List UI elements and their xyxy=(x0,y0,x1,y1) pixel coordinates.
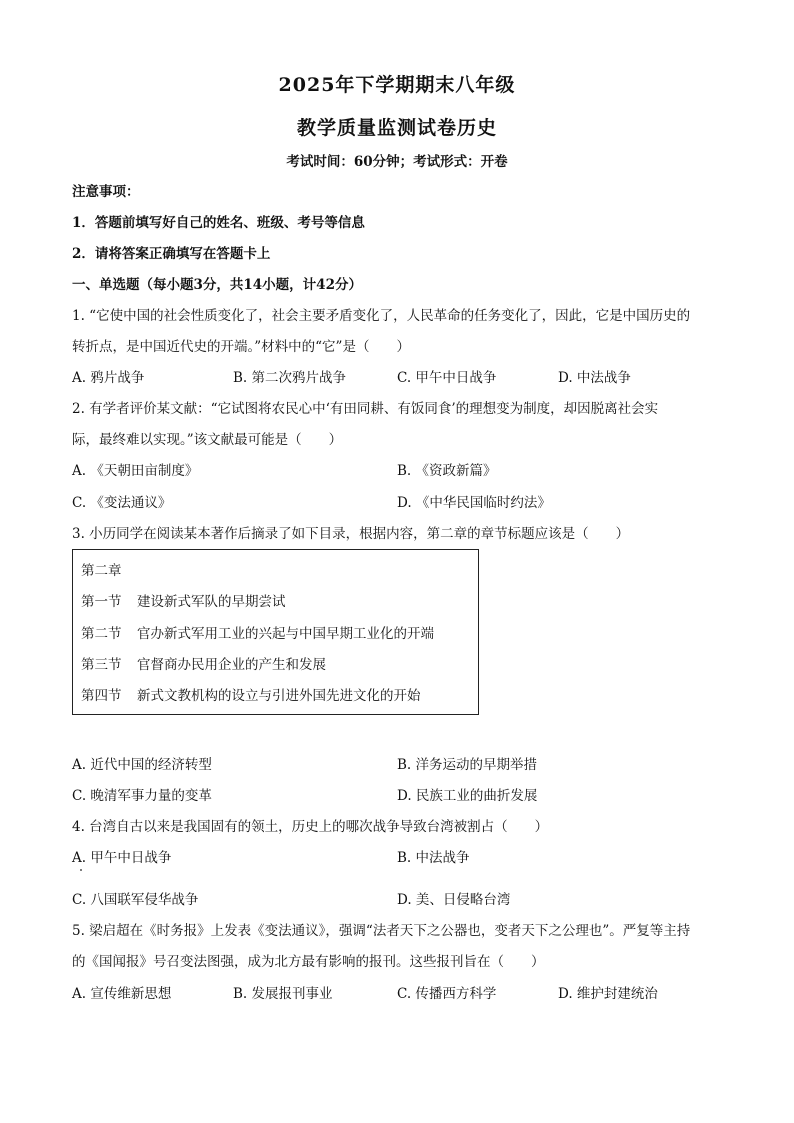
notice-heading: 注意事项： xyxy=(72,184,140,200)
notice-item-2: 2．请将答案正确填写在答题卡上 xyxy=(72,246,271,262)
notice-item-1: 1．答题前填写好自己的姓名、班级、考号等信息 xyxy=(72,215,365,231)
q3-table-of-contents xyxy=(72,549,479,715)
toc-section-1 xyxy=(81,593,286,611)
q4-line-1: 4. 台湾自古以来是我国固有的领土，历史上的哪次战争导致台湾被割占（ ） xyxy=(72,819,549,835)
q4-option-c: C. 八国联军侵华战争 xyxy=(72,892,199,908)
q1-line-1: 1. “它使中国的社会性质变化了，社会主要矛盾变化了，人民革命的任务变化了，因此，它是中国历史的 xyxy=(72,308,691,324)
q3-option-b: B. 洋务运动的早期举措 xyxy=(397,757,538,773)
toc-section-text: 新式文教机构的设立与引进外国先进文化的开始 xyxy=(137,688,421,704)
q2-option-d: D. 《中华民国临时约法》 xyxy=(397,495,551,511)
q2-option-b: B. 《资政新篇》 xyxy=(397,463,497,479)
q3-option-a: A. 近代中国的经济转型 xyxy=(72,757,212,773)
q5-option-b: B. 发展报刊事业 xyxy=(233,986,333,1002)
q2-line-1: 2. 有学者评价某文献：“它试图将农民心中‘有田同耕、有饭同食’的理想变为制度，却因脱离社会实 xyxy=(72,401,659,417)
toc-section-3 xyxy=(81,656,326,674)
q4-option-b: B. 中法战争 xyxy=(397,850,470,866)
q5-option-d: D. 维护封建统治 xyxy=(558,986,658,1002)
q1-option-c: C. 甲午中日战争 xyxy=(397,370,497,386)
q1-option-d: D. 中法战争 xyxy=(558,370,631,386)
stray-dot xyxy=(80,869,82,871)
q5-line-2: 的《国闻报》号召变法图强，成为北方最有影响的报刊。这些报刊旨在（ ） xyxy=(72,954,545,970)
toc-chapter: 第二章 xyxy=(81,563,122,579)
toc-section-num: 第二节 xyxy=(81,626,122,642)
exam-info: 考试时间：60分钟；考试形式：开卷 xyxy=(286,154,508,170)
section-heading: 一、单选题（每小题3分，共14小题，计42分） xyxy=(72,277,362,293)
q5-option-a: A. 宣传维新思想 xyxy=(72,986,172,1002)
toc-section-text: 官督商办民用企业的产生和发展 xyxy=(137,657,326,673)
q5-option-c: C. 传播西方科学 xyxy=(397,986,497,1002)
q2-option-c: C. 《变法通议》 xyxy=(72,495,172,511)
toc-section-4 xyxy=(81,687,421,705)
toc-section-text: 官办新式军用工业的兴起与中国早期工业化的开端 xyxy=(137,626,434,642)
q3-line-1: 3. 小历同学在阅读某本著作后摘录了如下目录，根据内容，第二章的章节标题应该是（ ） xyxy=(72,526,630,542)
exam-title-line1: 2025年下学期期末八年级 xyxy=(278,74,516,96)
toc-section-num: 第三节 xyxy=(81,657,122,673)
q2-option-a: A. 《天朝田亩制度》 xyxy=(72,463,199,479)
q4-option-d: D. 美、日侵略台湾 xyxy=(397,892,511,908)
q1-option-b: B. 第二次鸦片战争 xyxy=(233,370,347,386)
toc-section-num: 第一节 xyxy=(81,594,122,610)
q1-option-a: A. 鸦片战争 xyxy=(72,370,145,386)
toc-section-text: 建设新式军队的早期尝试 xyxy=(137,594,286,610)
q3-option-d: D. 民族工业的曲折发展 xyxy=(397,788,538,804)
q5-line-1: 5. 梁启超在《时务报》上发表《变法通议》，强调“法者天下之公器也，变者天下之公理也”。严复等主持 xyxy=(72,923,691,939)
q1-line-2: 转折点，是中国近代史的开端。”材料中的“它”是（ ） xyxy=(72,339,410,355)
toc-section-2 xyxy=(81,625,434,643)
toc-section-num: 第四节 xyxy=(81,688,122,704)
q2-line-2: 际，最终难以实现。”该文献最可能是（ ） xyxy=(72,432,343,448)
q4-option-a: A. 甲午中日战争 xyxy=(72,850,172,866)
q3-option-c: C. 晚清军事力量的变革 xyxy=(72,788,212,804)
exam-title-line2: 教学质量监测试卷历史 xyxy=(296,117,497,139)
